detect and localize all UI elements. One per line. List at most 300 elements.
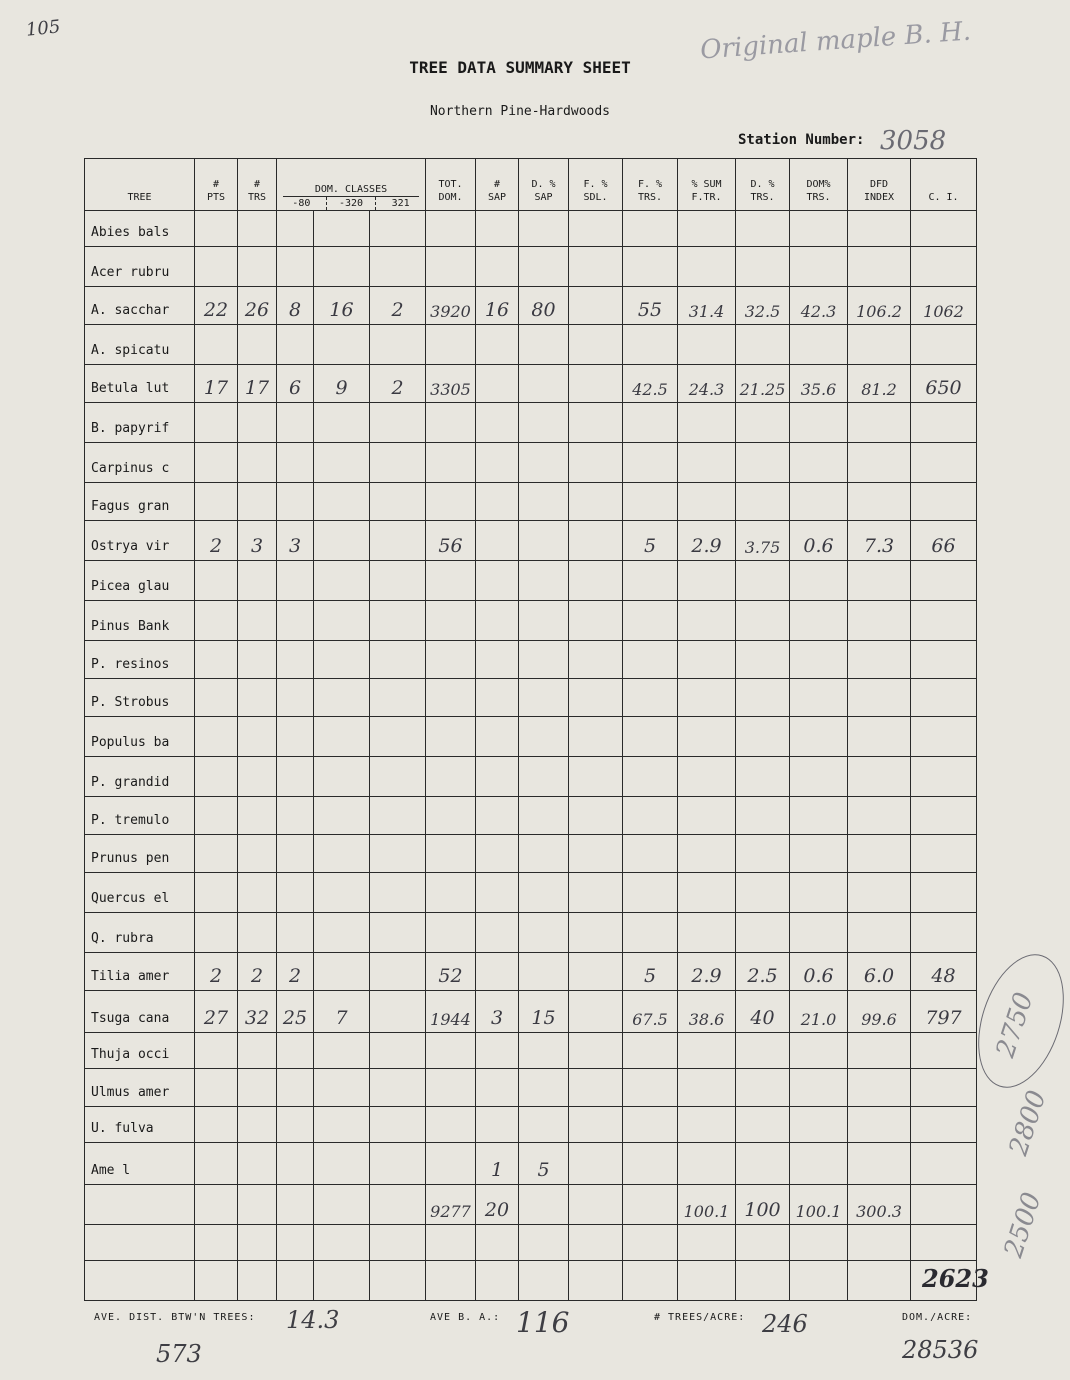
value-cell xyxy=(370,757,426,797)
tree-name-cell: Picea glau xyxy=(85,561,195,601)
value-cell: 27 xyxy=(195,991,238,1033)
value-cell xyxy=(195,1069,238,1107)
table-row xyxy=(85,641,977,679)
value-cell xyxy=(519,641,569,679)
value-cell xyxy=(314,679,370,717)
value-cell: 2 xyxy=(370,287,426,325)
value-cell xyxy=(569,991,623,1033)
value-cell: 2 xyxy=(277,953,314,991)
value-cell xyxy=(370,1185,426,1225)
tree-name-cell: Tilia amer xyxy=(85,953,195,991)
value-cell xyxy=(736,1069,790,1107)
ave-dist-value: 14.3 xyxy=(286,1306,340,1334)
value-cell xyxy=(569,1069,623,1107)
value-cell xyxy=(736,483,790,521)
value-cell xyxy=(569,757,623,797)
value-cell xyxy=(678,403,736,443)
tree-name-cell: Fagus gran xyxy=(85,483,195,521)
value-cell xyxy=(277,403,314,443)
value-cell xyxy=(370,443,426,483)
value-cell xyxy=(277,1143,314,1185)
value-cell xyxy=(314,641,370,679)
value-cell xyxy=(277,483,314,521)
value-cell xyxy=(519,483,569,521)
value-cell xyxy=(790,561,848,601)
tree-name-cell: A. spicatu xyxy=(85,325,195,365)
value-cell: 106.2 xyxy=(848,287,911,325)
value-cell xyxy=(426,1069,476,1107)
value-cell xyxy=(238,641,277,679)
dom-acre-label: DOM./ACRE: xyxy=(902,1312,973,1323)
value-cell xyxy=(476,247,519,287)
value-cell: 1 xyxy=(476,1143,519,1185)
value-cell xyxy=(314,1185,370,1225)
col-dom-80: -80 xyxy=(292,198,311,209)
value-cell: 300.3 xyxy=(848,1185,911,1225)
col-sum-ftr: % SUM F.TR. xyxy=(678,159,736,211)
value-cell: 650 xyxy=(911,365,977,403)
col-f-trs: F. % TRS. xyxy=(623,159,678,211)
value-cell xyxy=(426,717,476,757)
value-cell xyxy=(623,1033,678,1069)
value-cell xyxy=(370,913,426,953)
value-cell xyxy=(623,835,678,873)
value-cell xyxy=(519,211,569,247)
value-cell xyxy=(519,913,569,953)
value-cell xyxy=(314,211,370,247)
value-cell: 16 xyxy=(476,287,519,325)
value-cell xyxy=(238,1225,277,1261)
value-cell xyxy=(911,1143,977,1185)
table-row xyxy=(85,483,977,521)
value-cell xyxy=(238,325,277,365)
value-cell: 20 xyxy=(476,1185,519,1225)
value-cell: 797 xyxy=(911,991,977,1033)
value-cell: 32 xyxy=(238,991,277,1033)
page-number: 105 xyxy=(24,16,62,41)
value-cell xyxy=(277,601,314,641)
value-cell xyxy=(790,717,848,757)
value-cell xyxy=(314,913,370,953)
value-cell xyxy=(277,679,314,717)
value-cell xyxy=(848,679,911,717)
value-cell xyxy=(623,757,678,797)
value-cell xyxy=(195,679,238,717)
tree-name-cell: Ame l xyxy=(85,1143,195,1185)
value-cell xyxy=(519,1225,569,1261)
value-cell xyxy=(277,1225,314,1261)
value-cell: 81.2 xyxy=(848,365,911,403)
value-cell xyxy=(195,757,238,797)
value-cell xyxy=(238,211,277,247)
value-cell xyxy=(848,601,911,641)
value-cell xyxy=(426,913,476,953)
value-cell xyxy=(238,601,277,641)
value-cell xyxy=(848,835,911,873)
value-cell: 3.75 xyxy=(736,521,790,561)
table-row xyxy=(85,1185,977,1225)
value-cell xyxy=(911,247,977,287)
value-cell xyxy=(238,483,277,521)
value-cell xyxy=(195,1107,238,1143)
table-row xyxy=(85,247,977,287)
tree-name-cell: Ostrya vir xyxy=(85,521,195,561)
value-cell: 66 xyxy=(911,521,977,561)
table-row xyxy=(85,403,977,443)
value-cell xyxy=(370,1261,426,1301)
value-cell xyxy=(569,1033,623,1069)
value-cell xyxy=(238,1261,277,1301)
value-cell xyxy=(476,873,519,913)
tree-name-cell: Abies bals xyxy=(85,211,195,247)
col-tree: TREE xyxy=(85,159,195,211)
value-cell xyxy=(736,1225,790,1261)
value-cell xyxy=(370,1069,426,1107)
value-cell: 6.0 xyxy=(848,953,911,991)
table-row xyxy=(85,835,977,873)
value-cell xyxy=(314,1143,370,1185)
value-cell xyxy=(476,1033,519,1069)
value-cell: 38.6 xyxy=(678,991,736,1033)
value-cell xyxy=(519,443,569,483)
table-row xyxy=(85,211,977,247)
value-cell xyxy=(848,641,911,679)
value-cell xyxy=(623,403,678,443)
value-cell xyxy=(370,601,426,641)
value-cell xyxy=(569,913,623,953)
ave-dist-extra: 573 xyxy=(156,1340,202,1368)
value-cell xyxy=(476,717,519,757)
value-cell xyxy=(678,641,736,679)
value-cell xyxy=(195,403,238,443)
table-row xyxy=(85,757,977,797)
value-cell xyxy=(736,1033,790,1069)
value-cell: 100.1 xyxy=(790,1185,848,1225)
value-cell xyxy=(848,325,911,365)
value-cell xyxy=(678,717,736,757)
value-cell xyxy=(736,1261,790,1301)
value-cell xyxy=(476,211,519,247)
value-cell xyxy=(238,757,277,797)
tree-name-cell: P. tremulo xyxy=(85,797,195,835)
value-cell xyxy=(277,797,314,835)
page-title: TREE DATA SUMMARY SHEET xyxy=(409,58,631,77)
tree-name-cell: Betula lut xyxy=(85,365,195,403)
value-cell xyxy=(848,1069,911,1107)
ave-dist-label: AVE. DIST. BTW'N TREES: xyxy=(94,1312,256,1323)
col-d-trs: D. % TRS. xyxy=(736,159,790,211)
value-cell xyxy=(736,835,790,873)
tree-name-cell xyxy=(85,1261,195,1301)
value-cell xyxy=(426,601,476,641)
value-cell xyxy=(790,211,848,247)
value-cell xyxy=(195,443,238,483)
value-cell xyxy=(678,1261,736,1301)
value-cell xyxy=(370,641,426,679)
value-cell xyxy=(314,1069,370,1107)
value-cell xyxy=(370,483,426,521)
value-cell xyxy=(848,1225,911,1261)
value-cell xyxy=(519,679,569,717)
value-cell xyxy=(569,403,623,443)
tree-data-table xyxy=(84,158,977,1301)
value-cell xyxy=(736,641,790,679)
value-cell: 32.5 xyxy=(736,287,790,325)
value-cell xyxy=(277,1069,314,1107)
value-cell xyxy=(569,953,623,991)
value-cell xyxy=(370,247,426,287)
table-row xyxy=(85,443,977,483)
value-cell xyxy=(426,403,476,443)
tree-name-cell: Pinus Bank xyxy=(85,601,195,641)
value-cell xyxy=(911,679,977,717)
value-cell xyxy=(569,365,623,403)
value-cell xyxy=(678,679,736,717)
value-cell xyxy=(426,211,476,247)
value-cell xyxy=(519,953,569,991)
value-cell xyxy=(623,873,678,913)
dom-acre-value: 28536 xyxy=(902,1336,979,1364)
station-label: Station Number: xyxy=(738,132,865,148)
table-row xyxy=(85,521,977,561)
value-cell xyxy=(790,797,848,835)
col-dfd: DFD INDEX xyxy=(848,159,911,211)
value-cell xyxy=(370,561,426,601)
value-cell xyxy=(623,797,678,835)
value-cell xyxy=(569,325,623,365)
table-row xyxy=(85,953,977,991)
value-cell xyxy=(790,641,848,679)
table-row xyxy=(85,797,977,835)
value-cell xyxy=(238,443,277,483)
value-cell xyxy=(911,913,977,953)
value-cell xyxy=(519,521,569,561)
col-dom-321: 321 xyxy=(375,197,425,210)
value-cell xyxy=(569,443,623,483)
value-cell xyxy=(195,873,238,913)
value-cell xyxy=(569,601,623,641)
value-cell xyxy=(476,679,519,717)
value-cell xyxy=(238,873,277,913)
value-cell xyxy=(911,641,977,679)
value-cell xyxy=(426,835,476,873)
value-cell xyxy=(623,1185,678,1225)
value-cell xyxy=(678,211,736,247)
value-cell: 5 xyxy=(623,521,678,561)
table-row xyxy=(85,1033,977,1069)
value-cell xyxy=(370,1225,426,1261)
value-cell xyxy=(678,797,736,835)
table-row xyxy=(85,679,977,717)
value-cell: 48 xyxy=(911,953,977,991)
value-cell xyxy=(195,211,238,247)
tree-name-cell: P. resinos xyxy=(85,641,195,679)
value-cell xyxy=(519,403,569,443)
value-cell xyxy=(569,873,623,913)
value-cell xyxy=(476,641,519,679)
value-cell xyxy=(911,873,977,913)
value-cell xyxy=(519,873,569,913)
value-cell xyxy=(569,1185,623,1225)
value-cell xyxy=(277,561,314,601)
value-cell xyxy=(623,325,678,365)
value-cell: 3 xyxy=(238,521,277,561)
value-cell xyxy=(569,483,623,521)
value-cell xyxy=(790,1033,848,1069)
tree-name-cell: U. fulva xyxy=(85,1107,195,1143)
value-cell xyxy=(848,913,911,953)
value-cell: 42.3 xyxy=(790,287,848,325)
handwritten-note: Original maple B. H. xyxy=(699,16,972,66)
value-cell xyxy=(476,913,519,953)
table-row xyxy=(85,1107,977,1143)
page-subtitle: Northern Pine-Hardwoods xyxy=(429,104,610,119)
value-cell xyxy=(848,483,911,521)
value-cell xyxy=(370,325,426,365)
value-cell xyxy=(370,1033,426,1069)
value-cell xyxy=(569,717,623,757)
value-cell: 25 xyxy=(277,991,314,1033)
value-cell xyxy=(911,835,977,873)
value-cell: 1062 xyxy=(911,287,977,325)
value-cell xyxy=(623,601,678,641)
value-cell xyxy=(848,1261,911,1301)
value-cell xyxy=(238,913,277,953)
value-cell xyxy=(238,835,277,873)
value-cell xyxy=(519,717,569,757)
value-cell xyxy=(370,211,426,247)
value-cell xyxy=(623,483,678,521)
value-cell xyxy=(370,953,426,991)
value-cell xyxy=(623,1107,678,1143)
value-cell xyxy=(370,991,426,1033)
value-cell xyxy=(569,1225,623,1261)
col-tot-dom: TOT. DOM. xyxy=(426,159,476,211)
value-cell xyxy=(736,443,790,483)
value-cell xyxy=(848,757,911,797)
value-cell xyxy=(678,1143,736,1185)
tree-name-cell: Q. rubra xyxy=(85,913,195,953)
value-cell xyxy=(519,1107,569,1143)
value-cell xyxy=(911,561,977,601)
value-cell xyxy=(678,325,736,365)
value-cell xyxy=(238,1107,277,1143)
value-cell xyxy=(790,1107,848,1143)
value-cell xyxy=(277,443,314,483)
value-cell xyxy=(314,797,370,835)
value-cell xyxy=(476,1261,519,1301)
value-cell: 3 xyxy=(277,521,314,561)
value-cell: 15 xyxy=(519,991,569,1033)
value-cell xyxy=(736,403,790,443)
value-cell xyxy=(911,1225,977,1261)
col-trs: # TRS xyxy=(238,159,277,211)
value-cell xyxy=(238,561,277,601)
value-cell: 16 xyxy=(314,287,370,325)
value-cell: 52 xyxy=(426,953,476,991)
value-cell xyxy=(678,483,736,521)
value-cell xyxy=(476,757,519,797)
value-cell: 99.6 xyxy=(848,991,911,1033)
value-cell xyxy=(678,443,736,483)
value-cell xyxy=(911,483,977,521)
value-cell: 2.5 xyxy=(736,953,790,991)
value-cell xyxy=(277,211,314,247)
value-cell xyxy=(277,835,314,873)
value-cell xyxy=(911,757,977,797)
value-cell xyxy=(790,247,848,287)
value-cell xyxy=(911,211,977,247)
col-d-sap: D. % SAP xyxy=(519,159,569,211)
value-cell xyxy=(426,797,476,835)
value-cell xyxy=(238,1069,277,1107)
value-cell xyxy=(314,403,370,443)
value-cell xyxy=(790,1225,848,1261)
value-cell: 5 xyxy=(519,1143,569,1185)
value-cell xyxy=(790,443,848,483)
value-cell xyxy=(277,1107,314,1143)
ave-ba-label: AVE B. A.: xyxy=(430,1312,501,1323)
value-cell xyxy=(569,211,623,247)
value-cell xyxy=(426,1033,476,1069)
value-cell xyxy=(790,873,848,913)
value-cell: 2.9 xyxy=(678,953,736,991)
tree-name-cell: Ulmus amer xyxy=(85,1069,195,1107)
value-cell xyxy=(277,1033,314,1069)
value-cell xyxy=(314,561,370,601)
value-cell xyxy=(195,835,238,873)
value-cell xyxy=(569,1143,623,1185)
value-cell xyxy=(569,247,623,287)
value-cell xyxy=(623,641,678,679)
margin-note: 2800 xyxy=(1003,1086,1053,1160)
value-cell xyxy=(238,1185,277,1225)
table-row xyxy=(85,1069,977,1107)
value-cell xyxy=(678,601,736,641)
value-cell xyxy=(370,403,426,443)
value-cell xyxy=(195,1033,238,1069)
value-cell xyxy=(277,873,314,913)
ave-ba-value: 116 xyxy=(516,1306,570,1339)
table-row xyxy=(85,1143,977,1185)
value-cell xyxy=(476,601,519,641)
value-cell xyxy=(736,561,790,601)
value-cell xyxy=(314,1261,370,1301)
value-cell xyxy=(370,717,426,757)
table-row xyxy=(85,287,977,325)
value-cell xyxy=(519,1033,569,1069)
value-cell xyxy=(195,561,238,601)
value-cell xyxy=(476,365,519,403)
value-cell xyxy=(476,403,519,443)
tree-name-cell: Thuja occi xyxy=(85,1033,195,1069)
value-cell xyxy=(678,913,736,953)
value-cell xyxy=(569,835,623,873)
value-cell xyxy=(519,247,569,287)
value-cell xyxy=(519,757,569,797)
value-cell xyxy=(426,1143,476,1185)
station-value: 3058 xyxy=(880,126,947,156)
col-ci: C. I. xyxy=(911,159,977,211)
value-cell xyxy=(623,211,678,247)
table-row xyxy=(85,1261,977,1301)
value-cell xyxy=(314,601,370,641)
value-cell xyxy=(623,247,678,287)
value-cell xyxy=(238,1143,277,1185)
value-cell xyxy=(370,521,426,561)
value-cell: 21.25 xyxy=(736,365,790,403)
value-cell xyxy=(790,325,848,365)
